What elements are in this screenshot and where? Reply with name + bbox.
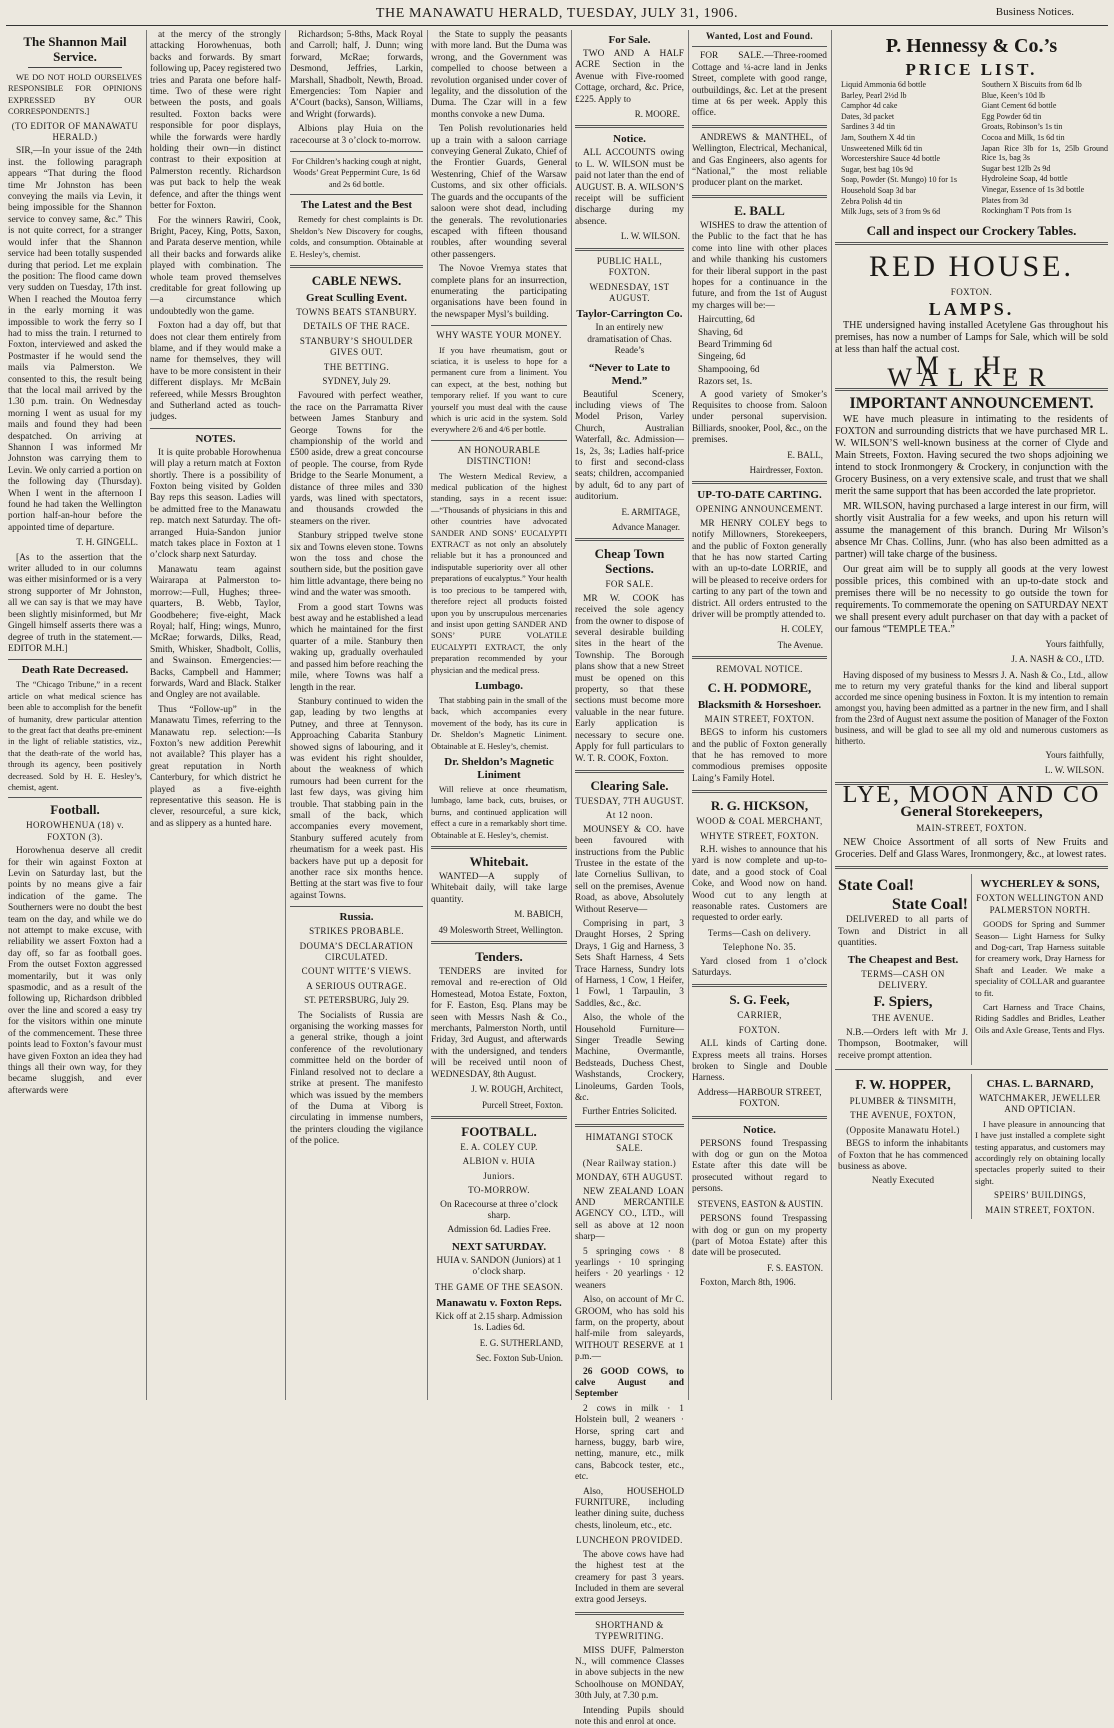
important-heading: IMPORTANT ANNOUNCEMENT. <box>849 394 1094 412</box>
hickson-yard: Yard closed from 1 o’clock Saturdays. <box>692 956 827 978</box>
hall-body: In an entirely new dramatisation of Chas. Reade’s <box>587 323 672 357</box>
notes-body: Thus “Follow-up” in the Manawatu Times, referring to the Manawatu rep. selection:—Is Foxton’s new addition Perewhit not available? This player has a great reputation in North Canterbury, for which district he played as a five-eighth representative this season. He is clever, resourceful, a sure kick, and as slippery as a hunted hare. <box>150 704 281 829</box>
price-item: Household Soap 3d bar <box>841 185 916 195</box>
notes-cont: Albions play Huia on the racecourse at 3 o’clock to-morrow. <box>290 124 423 146</box>
sculling-dateline: SYDNEY, July 29. <box>322 375 391 386</box>
clearing-sale-body: Also, the whole of the Household Furniture—Singer Treadle Sewing Machine, Overmantle, Bedsteads, Duchess Chest, Washstands, Crockery, Linoleums, Garden Tools, &c. <box>575 1013 684 1104</box>
wanted-heading: Wanted, Lost and Found. <box>706 31 813 41</box>
column-3 <box>290 30 423 1400</box>
carting-sub: OPENING ANNOUNCEMENT. <box>695 504 824 515</box>
feek-body: ALL kinds of Carting done. Express meets all trains. Horses broken to Single and Double Harness. <box>692 1039 827 1084</box>
carting-signature: H. COLEY, <box>780 624 823 635</box>
column-2 <box>150 30 281 1400</box>
price-list-heading: PRICE LIST. <box>905 60 1038 79</box>
andrews-body: ANDREWS & MANTHEL, of Wellington, Electrical, Mechanical, and Gas Engineers, also agents for “National,” the most reliable producer plant on the market. <box>692 132 827 189</box>
football-score: HOROWHENUA (18) v. FOXTON (3). <box>26 820 124 842</box>
price-item: Worcestershire Sauce 4d bottle <box>841 154 941 164</box>
himatangi-sub: (Near Railway station.) <box>582 1157 677 1168</box>
podmore-heading: C. H. PODMORE, <box>707 679 812 695</box>
shorthand-body: MISS DUFF, Palmerston N., will commence Classes in above subjects in the new Schoolhouse on MONDAY, 30th July, at 7.30 p.m. <box>575 1645 684 1702</box>
hopper-ad <box>835 1074 971 1219</box>
clearing-sale-items: Comprising in part, 3 Draught Horses, 2 Spring Drays, 1 Gig and Harness, 3 Sets Shaft Harness, 4 Sets Trace Harness, Sundry lots of Harness, 1 Cow, 1 Heifer, 1 Fowl, 1 Tarpaulin, 3 Saddles, &c., &c. <box>575 918 684 1009</box>
barnard-street: MAIN STREET, FOXTON. <box>985 1204 1095 1215</box>
price-item: Rockingham T Pots from 1s <box>981 206 1072 216</box>
masthead <box>0 0 1114 26</box>
price-item: Sardines 3 4d tin <box>841 122 895 132</box>
tomorrow-label: TO-MORROW. <box>468 1185 530 1196</box>
for-sale-body: TWO AND A HALF ACRE Section in the Avenue with Five-roomed Cottage, orchard, &c. Price, £225. Apply to <box>575 49 684 105</box>
lumbago-heading: Lumbago. <box>475 679 523 692</box>
for-sale-heading: For Sale. <box>608 34 651 46</box>
sculling-heading: Great Sculling Event. <box>306 291 407 304</box>
price-item: Singeing, 6d <box>698 352 746 363</box>
cheapest-best: The Cheapest and Best. <box>847 953 959 966</box>
luncheon-provided: LUNCHEON PROVIDED. <box>576 1535 683 1546</box>
lye-moon-heading: LYE, MOON AND CO <box>842 781 1101 808</box>
carting-address: The Avenue. <box>777 639 823 650</box>
death-rate-body: The “Chicago Tribune,” in a recent article on what medical science has been able to accomplish for the benefit of humanity, drew particular attention to the great fact that deaths pre-eminent in the light of reliable statistics, viz., that the death-rate of the world has, through its agency, been positively decreased. Sold by H. E. Hesley’s, chemist, agent. <box>8 680 142 792</box>
hopper-address: THE AVENUE, FOXTON, <box>850 1110 956 1121</box>
podmore-trade: Blacksmith & Horseshoer. <box>697 698 822 711</box>
cheap-sections-heading: Cheap Town Sections. <box>594 546 665 577</box>
notice-signature: L. W. WILSON. <box>620 231 680 242</box>
price-list-left <box>835 80 968 218</box>
game-of-season: THE GAME OF THE SEASON. <box>434 1281 564 1292</box>
russia-subhead: COUNT WITTE’S VIEWS. <box>301 966 412 977</box>
price-item: Sugar best 12lb 2s 9d <box>981 163 1051 173</box>
red-house-heading: RED HOUSE. <box>868 249 1074 283</box>
play-title: “Never to Late to Mend.” <box>588 361 671 387</box>
hall-signature: E. ARMITAGE, <box>621 506 680 517</box>
coley-cup: E. A. COLEY CUP. <box>460 1141 538 1152</box>
sculling-subhead: TOWNS BEATS STANBURY. <box>296 306 417 317</box>
column-rule <box>688 30 689 1400</box>
clearing-sale-body: MOUNSEY & CO. have been favoured with instructions from the Public Trustee in the estate of the late Cornelius Sullivan, to sell on the premises, Avenue Road, as above, Absolutely Without Reserve— <box>575 824 684 915</box>
latest-best-body: Remedy for chest complaints is Dr. Sheldon’s New Discovery for coughs, colds, and consumption. Obtainable at E. Hesley’s, chemist. <box>290 215 423 259</box>
reps-secretary: Sec. Foxton Sub-Union. <box>475 1353 563 1364</box>
column-rule <box>831 30 832 1400</box>
notice-heading: Notice. <box>613 133 646 146</box>
price-item: Sugar, best bag 10s 9d <box>841 164 913 174</box>
coal-terms: TERMS—CASH ON DELIVERY. <box>861 968 945 990</box>
russia-dateline: ST. PETERSBURG, July 29. <box>304 995 409 1006</box>
latest-best-heading: The Latest and the Best <box>300 199 413 212</box>
lye-moon-body: NEW Choice Assortment of all sorts of New Fruits and Groceries. Delf and Glass Wares, Ironmongery, &c., at lowest rates. <box>835 837 1108 861</box>
honourable-body: The Western Medical Review, a medical publication of the highest standing, says in a recent issue:—“Thousands of physicians in this and other countries have advocated SANDER AND SONS’ EUCALYPTI EXTRACT as not only an absolutely reliable but it has a pronounced and indisputable superiority over all other preparations of eucalyptus.” Your health is too precious to be tampered with, therefore reject all products foisted upon you by unscrupulous mercenaries and insist upon getting SANDER AND SONS’ PURE VOLATILE EUCALYPTI EXTRACT, the only preparation recommended by your physician and the medical press. <box>431 471 567 675</box>
magnetic-body: Will relieve at once rheumatism, lumbago, lame back, cuts, bruises, or burns, and continued application will effect a cure in a remarkably short time. Obtainable at E. Hesley’s, chemist. <box>431 784 567 840</box>
himatangi-items: 5 springing cows · 8 yearlings · 10 springing heifers · 20 yearlings · 12 weaners <box>575 1246 684 1291</box>
whitebait-body: WANTED—A supply of Whitebait daily, will take large quantity. <box>431 872 567 905</box>
price-item: Beard Trimming 6d <box>698 339 772 350</box>
wilson-closing: Yours faithfully, <box>1045 749 1104 760</box>
hickson-address: WHYTE STREET, FOXTON. <box>700 830 819 841</box>
hickson-body: R.H. wishes to announce that his yard is now complete and up-to-date, and a good stock of Coal Coke, and Wood now on hand. Wood cut to any length at reasonable rates. Customers are requested to order early. <box>692 844 827 924</box>
wycherley-places: FOXTON WELLINGTON AND PALMERSTON NORTH. <box>976 893 1104 915</box>
hickson-telephone: Telephone No. 35. <box>722 942 797 953</box>
price-item: Soap, Powder (St. Mungo) 10 for 1s <box>841 175 957 185</box>
sculling-body: From a good start Towns was best away and he established a lead which he maintained for the first quarter of a mile. Stanbury then waking up, gradually overhauled and passed him before reaching the mile, where Towns was half a length in the rear. <box>290 602 423 693</box>
spiers-address: THE AVENUE. <box>872 1013 934 1024</box>
ball-signature: E. BALL, <box>787 449 823 460</box>
death-rate-heading: Death Rate Decreased. <box>21 664 129 677</box>
sculling-subhead: THE BETTING. <box>323 361 390 372</box>
lye-moon-address: MAIN-STREET, FOXTON. <box>916 822 1027 833</box>
shannon-letter: SIR,—In your issue of the 24th inst. the following paragraph appears “That during the flood time Mr Johnston has been conveying the mails via Levin, it being impossible for the Shannon service to convey same, &c.” This is not quite correct, for a stranger would infer that the Shannon service had been totally suspended during that period. Let me explain the position: The flood came down very sudden on Tuesday, 17th inst. When I reached the Moutoa ferry in the early morning it was impossible to work the ferry so I had to miss the train. I returned to Foxton, interviewed and asked the Postmaster if he would send the mails via Palmerston. We consented to this, the result being that the local mail arrived by the 1.30 p.m. train. On Wednesday morning I went as usual for my mails and found they had been despatched. On arriving at Shannon I was informed Mr Johnston was carrying them to Levin. We only carried a portion on the following day (Thursday). When I went in the afternoon I found he had taken the Wellington portion half-an-hour before the appointed time of departure. <box>8 146 142 533</box>
cheap-sections-sub: FOR SALE. <box>605 579 654 590</box>
important-body: MR. WILSON, having purchased a large interest in our firm, will shortly visit Australia for a few weeks, and upon his return will assume the management of this branch. During Mr Wilson’s absence Mr Chas. Collins, Junr. (who has also been admitted as a partner) will take charge of the business. <box>835 500 1108 560</box>
shannon-to-editor: (TO EDITOR OF MANAWATU HERALD.) <box>11 120 139 143</box>
cheap-sections-body: MR W. COOK has received the sole agency from the owner to dispose of several desirable building sites in the heart of the Township. The Borough plans show that a new Street must be opened on this property, so that these sections must become more valuable in the near future. Early application is necessary to secure one. Apply for full particulars to W. T. R. COOK, Foxton. <box>575 593 684 764</box>
price-item: Plates from 3d <box>981 195 1029 205</box>
ball-trade: Hairdresser, Foxton. <box>749 465 823 475</box>
albion-huia: ALBION v. HUIA <box>462 1156 536 1167</box>
price-item: Haircutting, 6d <box>698 315 755 326</box>
notes-heading: NOTES. <box>195 432 236 445</box>
ball-body: A good variety of Smoker’s Requisites to choose from. Saloon under personal supervision. Billiards, snooker, Pool, &c., on the premises. <box>692 389 827 446</box>
russia-body-cont: the State to supply the peasants with more land. But the Duma was wrong, and the Government was compelled to choose between a revolution organised under cover of legality, and the dissolution of the Duma. The Czar will in a few months convoke a new Duma. <box>431 30 567 120</box>
business-notices-label: Business Notices. <box>995 6 1074 18</box>
hall-body: Beautiful Scenery, including views of The Model Prison, Varley Church, Australian Waterfall, &c. Admission—1s, 2s, 3s; Ladies half-price to first and second-class seats; children, accompanied by adult, 6d to any part of auditorium. <box>575 389 684 503</box>
whitebait-signature: M. BABICH, <box>514 909 563 920</box>
reps-heading: Manawatu v. Foxton Reps. <box>436 1296 562 1309</box>
notice2-body: PERSONS found Trespassing with dog or gun on the Motoa Estate after this date will be prosecuted without regard to persons. <box>692 1138 827 1195</box>
price-item: Barley, Pearl 2½d lb <box>841 90 907 100</box>
column-rule <box>146 30 147 1400</box>
tenders-body: TENDERS are invited for removal and re-erection of Old Homestead, Motoa Estate, Foxton, for F. Easton, Esq. Plans may be seen with Messrs Nash & Co., merchants, Palmerston North, until Friday, 3rd August, and afterwards with the undersigned, and tenders will be received until noon of WEDNESDAY, 8th August. <box>431 967 567 1080</box>
hopper-heading: F. W. HOPPER, <box>855 1078 951 1094</box>
russia-subhead: A SERIOUS OUTRAGE. <box>306 980 407 991</box>
column-5 <box>575 30 684 1727</box>
state-coal-heading-2: State Coal! <box>892 896 968 914</box>
price-item: Liquid Ammonia 6d bottle <box>841 80 927 89</box>
barnard-building: SPEIRS’ BUILDINGS, <box>993 1190 1087 1201</box>
football-ad-heading: FOOTBALL. <box>461 1123 537 1139</box>
price-item: Hydroleine Soap, 4d bottle <box>981 174 1068 184</box>
price-item: Groats, Robinson’s 1s tin <box>981 122 1063 132</box>
hopper-body: BEGS to inform the inhabitants of Foxton that he has commenced business as above. <box>838 1139 968 1173</box>
juniors-label: Juniors. <box>483 1170 515 1181</box>
wilson-signature: L. W. WILSON. <box>1044 765 1104 776</box>
barnard-heading: CHAS. L. BARNARD, <box>986 1078 1094 1091</box>
tenders-signature: J. W. ROUGH, Architect, <box>471 1084 563 1095</box>
public-hall-heading: PUBLIC HALL, FOXTON. <box>596 255 663 278</box>
feek-heading: S. G. Feek, <box>729 992 790 1008</box>
notes-body: It is quite probable Horowhenua will play a return match at Foxton shortly. There is a possibility of Foxton being visited by Golden Bay reps this season. Ladies will be admitted free to the Manawatu rep. match next Saturday. The oft-arranged Huia-Sandon junior match takes place in Foxton at 1 o’clock sharp next Saturday. <box>150 447 281 561</box>
price-list-right <box>976 80 1109 218</box>
carting-body: MR HENRY COLEY begs to notify Millowners, Storekeepers, and the public of Foxton generally that he has now started Carting with an up-to-date LORRIE, and will be pleased to receive orders for carting to any part of the town and district. All orders entrusted to the driver will be promptly attended to. <box>692 518 827 621</box>
lamps-body: THE undersigned having installed Acetylene Gas throughout his premises, has now a number of Lamps for Sale, which will be sold at less than half the actual cost. <box>835 320 1108 356</box>
wycherley-ad <box>971 874 1108 1065</box>
football-report: Horowhenua deserve all credit for their win against Foxton at Levin on Saturday last, but the points by no means give a fair indication of the game. The Southerners were no doubt the best team on the day, and while we do not attempt to make excuse, with reliability we assert Foxton had a day off, so far as football goes. From the outset Foxton aggressed momentarily, but it was only spasmodic, and as a result of the following up, Richardson dribbled over the line and scored a easy try for the visitors within one minute of the commencement. These three points lead to Foxton’s favour must have given Foxton an idea they had things all their own way, for they became sluggish, and ever afterwards were <box>8 846 142 1096</box>
state-coal-ad <box>835 874 971 1065</box>
column-rule <box>571 30 572 1400</box>
russia-subhead: STRIKES PROBABLE. <box>309 926 404 937</box>
price-item: Blue, Keen’s 10d lb <box>981 90 1046 100</box>
ball-body: WISHES to draw the attention of the Public to the fact that he has come into line with other places and while thanking his customers for their liberal support in the past hopes for a continuance in the future, and from the 1st of August my charges will be:— <box>692 220 827 311</box>
column-7 <box>835 30 1108 1400</box>
barnard-ad <box>971 1074 1108 1219</box>
lye-moon-trade: General Storekeepers, <box>900 803 1043 820</box>
hickson-trade: WOOD & COAL MERCHANT, <box>696 816 823 827</box>
wycherley-body: GOODS for Spring and Summer Season— Light Harness for Sulky and Dog-cart, Trap Harness suitable for creamery work, Dray Harness for Shaft and Leader. We make a speciality of COLLAR and guarantee to fit. <box>975 919 1105 998</box>
reps-signature: E. G. SUTHERLAND, <box>479 1337 563 1348</box>
magnetic-heading: Dr. Sheldon’s Magnetic Liniment <box>444 755 554 781</box>
price-item: Vinegar, Essence of 1s 3d bottle <box>981 184 1085 194</box>
price-item: Dates, 3d packet <box>841 111 895 121</box>
notice2-heading: Notice. <box>743 1123 776 1136</box>
feek-street: Address—HARBOUR STREET, FOXTON. <box>697 1087 822 1110</box>
newspaper-title: THE MANAWATU HERALD, TUESDAY, JULY 31, 1906. <box>375 6 739 21</box>
wycherley-body: Cart Harness and Trace Chains, Riding Saddles and Bridles, Leather Oils and Axle Grease, Tents and Flys. <box>975 1002 1105 1035</box>
podmore-address: MAIN STREET, FOXTON. <box>704 713 815 724</box>
clearing-sale-heading: Clearing Sale. <box>590 777 669 793</box>
football-report-cont: For the winners Rawiri, Cook, Bright, Pacey, King, Potts, Saxon, and Parata deserve mention, while all their backs and forwards alike played with combination. The whole team proved themselves creditable for great following up—a circumstance which undoubtedly won the game. <box>150 215 281 317</box>
next-saturday-heading: NEXT SATURDAY. <box>451 1240 547 1253</box>
lumbago-body: That stabbing pain in the small of the back, which accompanies every movement of the body, has its cure in Dr. Sheldon’s Magnetic Liniment. Obtainable at E. Hesley’s, chemist. <box>431 695 567 751</box>
further-entries: Further Entries Solicited. <box>582 1107 677 1118</box>
price-item: Milk Jugs, sets of 3 from 9s 6d <box>841 207 941 217</box>
ball-price-list <box>692 315 827 388</box>
wycherley-heading: WYCHERLEY & SONS, <box>980 878 1100 891</box>
column-6 <box>692 30 827 1400</box>
sculling-body: Stanbury continued to widen the gap, leading by two lengths at Putney, and three at Tennyson. Approaching Cabarita Stanbury showed signs of labouring, and it was evident his right shoulder, about the weakness of which rumours had been current for the last few days, was giving him trouble. That stabbing pain in the small of the back, which accompanies every movement, Stanbury suffered acutely from rheumatism for a week past. His backers have put up a deposit for another race six months hence. Betting at the start was five to four against Towns. <box>290 696 423 901</box>
sculling-body: Favoured with perfect weather, the race on the Parramatta River between James Stanbury and George Towns for the championship of the world and £500 aside, drew a great concourse of people. The course, from Ryde Bridge to the Searle Monument, a distance of three miles and 330 yards, was lined with spectators, and thousands crowded the steamers on the river. <box>290 391 423 527</box>
huia-sandon: HUIA v. SANDON (Juniors) at 1 o’clock sharp. <box>436 1255 562 1278</box>
football-report-cont: Foxton had a day off, but that does not clear them entirely from blame, and if they would make a name for themselves, they will have to be more consistent in their different displays. Mr McBain refereed, while Messrs Broughton and Sutherland acted as touch-judges. <box>150 321 281 423</box>
hennessy-heading: P. Hennessy & Co.’s <box>885 35 1058 57</box>
notes-cont: Richardson; 5-8ths, Mack Royal and Carroll; half, J. Dunn; wing forward, McRae; forwards, Desmond, Jeffries, Larkin, Marshall, Shadbolt, Newth, Broad. Emergencies: Tom Napier and A’Court (backs), Sanson, Williams, and Wright (forwards). <box>290 30 423 120</box>
for-sale-signature: R. MOORE. <box>634 109 680 120</box>
hall-manager: Advance Manager. <box>612 522 680 532</box>
column-rule <box>427 30 428 1400</box>
shannon-mail-heading: The Shannon Mail Service. <box>23 34 127 64</box>
russia-body: The Socialists of Russia are organising the working masses for a general strike, though a joint conference of the revolutionary committee held on the border of Finland resolved not to declare a strike at present. The manifesto which was issued by the members of the Duma at Viborg is circulating in immense numbers, the printers clouding the vigilance of the police. <box>290 1010 423 1147</box>
tenders-address: Purcell Street, Foxton. <box>482 1099 563 1110</box>
price-item: Camphor 4d cake <box>841 101 898 111</box>
himatangi-body: The above cows have had the highest test at the creamery for past 3 years. Included in them are several extra good Jerseys. <box>575 1549 684 1606</box>
price-item: Southern X Biscuits from 6d lb <box>981 80 1082 89</box>
column-4 <box>431 30 567 1400</box>
masthead-rule <box>6 25 1108 26</box>
red-house-town: FOXTON. <box>950 286 993 297</box>
peppermint-ad: For Children’s hacking cough at night, Woods’ Great Peppermint Cure, 1s 6d and 2s 6d bottle. <box>291 157 422 189</box>
waste-money-body: If you have rheumatism, gout or sciatica, it is useless to hope for a permanent cure from a liniment. You can expect, at the best, nothing but temporary relief. If you want to cure yourself you must deal with the cause which is uric acid in the system. Sold everywhere 2/6 and 4/6 per bottle. <box>431 345 567 435</box>
himatangi-items: 2 cows in milk · 1 Holstein bull, 2 weaners · Horse, spring cart and harness, buggy, barb wire, netting, manure, etc., milk cans, Babcock tester, etc., etc. <box>575 1403 684 1483</box>
column-rule <box>285 30 286 1400</box>
cable-news-heading: CABLE NEWS. <box>311 272 402 288</box>
wilson-body: Having disposed of my business to Messrs J. A. Nash & Co., Ltd., allow me to return my very grateful thanks for the kind and liberal support accorded me since opening business in Foxton. It is my intention to remain amongst you, having been admitted as a partner in the new firm, and I shall from the 23rd of August next assume the position of Manager of the Foxton business, and will be glad to see all my old and numerous customers as hitherto. <box>835 669 1108 746</box>
taylor-carrington: Taylor-Carrington Co. <box>576 308 683 321</box>
notice2-signature: F. S. EASTON. <box>767 1262 823 1273</box>
important-body: WE have much pleasure in intimating to the residents of FOXTON and surrounding districts that we have purchased MR L. W. WILSON’S well-known business at the corner of Clyde and Main Streets, Foxton. Having secured the two shops adjoining we intend to stock Ironmongery & Crockery, in conjunction with the Grocery Business, on a very extensive scale, and trust that we shall merit the same support that has been accorded the late proprietor. <box>835 413 1108 497</box>
shorthand-footer: Intending Pupils should note this and enrol at once. <box>575 1705 684 1727</box>
editor-note: [As to the assertion that the writer alluded to in our columns was either misinformed or is a very strong supporter of Mr Johnston, all we can say is that we may have been slightly misinformed, but Mr Gingell himself asserts there was a degree of truth in the statement.—EDITOR M.H.] <box>8 552 142 654</box>
himatangi-body: Also, on account of Mr C. GROOM, who has sold his farm, on the property, about half-mile from saleyards, WITHOUT RESERVE at 1 p.m.— <box>575 1295 684 1363</box>
state-coal-heading: State Coal! <box>838 877 914 895</box>
notice2-date: Foxton, March 8th, 1906. <box>700 1278 796 1289</box>
price-item: Cocoa and Milk, 1s 6d tin <box>981 132 1065 142</box>
price-item: Jam, Southern X 4d tin <box>841 132 915 142</box>
russia-body-cont: The Novoe Vremya states that complete plans for an insurrection, enumerating the participating organisations have been found in the newspaper Mysl’s building. <box>431 264 567 320</box>
whitebait-heading: Whitebait. <box>469 854 529 869</box>
barnard-body: I have pleasure in announcing that I have just installed a complete sight testing apparatus, and customers may accordingly rely on obtaining locally spectacles properly suited to their sight. <box>975 1118 1105 1186</box>
football-heading: Football. <box>50 802 100 818</box>
russia-body-cont: Ten Polish revolutionaries held up a train with a saloon carriage conveying General Zukato, Chief of the Frontier Guards, General Westenring, Chief of the Warsaw Customs, and six other officials. The guards and the occupants of the saloon were shot dead, including the generals. The revolutionaries escaped with fifteen thousand roubles, after wounding several other passengers. <box>431 124 567 260</box>
hickson-heading: R. G. HICKSON, <box>710 798 809 814</box>
himatangi-body: NEW ZEALAND LOAN AND MERCANTILE AGENCY CO., LTD., will sell as above at 12 noon sharp— <box>575 1186 684 1243</box>
shannon-disclaimer: WE DO NOT HOLD OURSELVES RESPONSIBLE FOR OPINIONS EXPRESSED BY OUR CORRESPONDENTS.] <box>8 73 142 117</box>
removal-notice: REMOVAL NOTICE. <box>716 664 803 675</box>
price-item: Japan Rice 3lb for 1s, 25lb Ground Rice 1s, bag 3s <box>981 143 1108 163</box>
tenders-heading: Tenders. <box>475 949 523 965</box>
himatangi-date: MONDAY, 6TH AUGUST. <box>576 1172 683 1183</box>
whitebait-address: 49 Molesworth Street, Wellington. <box>438 924 563 935</box>
shannon-signature: T. H. GINGELL. <box>76 537 138 548</box>
ball-heading: E. BALL <box>734 202 785 218</box>
price-item: Zebra Polish 4d tin <box>841 196 903 206</box>
bottom-ads-row <box>835 874 1108 1065</box>
waste-money-heading: WHY WASTE YOUR MONEY. <box>436 330 562 341</box>
honourable-heading: AN HONOURABLE DISTINCTION! <box>457 444 541 467</box>
hopper-footer: Neatly Executed <box>871 1176 935 1187</box>
sculling-body: Stanbury stripped twelve stone six and Towns eleven stone. Towns won the toss and chose the southern side, but the position gave him little advantage, there being no wind and the water was smooth. <box>290 531 423 599</box>
sculling-subhead: DETAILS OF THE RACE. <box>303 321 410 332</box>
notice2-body: PERSONS found Trespassing with dog or gun on my property (part of Motoa Estate) after this date will be prosecuted. <box>692 1214 827 1259</box>
state-coal-body: DELIVERED to all parts of Town and District in all quantities. <box>838 915 968 949</box>
price-item: Shaving, 6d <box>698 327 743 338</box>
column-1 <box>8 30 142 1400</box>
russia-heading: Russia. <box>339 911 374 924</box>
price-item: Shampooing, 6d <box>698 364 760 375</box>
public-hall-date: WEDNESDAY, 1ST AUGUST. <box>589 281 670 303</box>
clearing-sale-time: At 12 noon. <box>605 810 654 821</box>
bottom-ads-row-2 <box>835 1074 1108 1219</box>
crockery-call: Call and inspect our Crockery Tables. <box>866 222 1077 238</box>
himatangi-cows: 26 GOOD COWS, to calve August and September <box>575 1366 684 1400</box>
football-venue: On Racecourse at three o’clock sharp. <box>440 1199 558 1221</box>
hickson-terms: Terms—Cash on delivery. <box>707 927 812 938</box>
price-list <box>835 80 1108 218</box>
podmore-body: BEGS to inform his customers and the public of Foxton generally that he has removed to more commodious premises opposite Laing’s Family Hotel. <box>692 728 827 784</box>
hopper-trade: PLUMBER & TINSMITH, <box>849 1096 957 1107</box>
football-admission: Admission 6d. Ladies Free. <box>447 1225 551 1236</box>
notice-body: ALL ACCOUNTS owing to L. W. WILSON must be paid not later than the end of AUGUST. B. A. WILSON’S receipt will be sufficient discharge during my absence. <box>575 148 684 227</box>
football-report-cont: at the mercy of the strongly attacking Horowhenuas, both backs and forwards. By smart following up, Pacey registered two tries and Parata one before half-time. Two of these were right between the posts, and goals resulted. Foxton backs were responsible for poor displays, while the forwards were hardly holding their own—in distinct contrast to their exposition at Palmerston recently. Richardson was put back to help the weak defence, and after the things went better for Foxton. <box>150 30 281 212</box>
hopper-address-2: (Opposite Manawatu Hotel.) <box>846 1124 960 1135</box>
shorthand-heading: SHORTHAND & TYPEWRITING. <box>595 1619 664 1642</box>
himatangi-heading: HIMATANGI STOCK SALE. <box>585 1131 674 1154</box>
spiers-body: N.B.—Orders left with Mr J. Thompson, Bootmaker, will receive prompt attention. <box>838 1027 968 1061</box>
notice2-signature: STEVENS, EASTON & AUSTIN. <box>697 1198 823 1209</box>
important-signature: J. A. NASH & CO., LTD. <box>1011 654 1104 665</box>
spiers-heading: F. Spiers, <box>873 994 933 1011</box>
price-item: Giant Cement 6d bottle <box>981 101 1057 111</box>
sculling-subhead: STANBURY’S SHOULDER GIVES OUT. <box>299 335 414 358</box>
carting-heading: UP-TO-DATE CARTING. <box>697 489 822 502</box>
important-closing: Yours faithfully, <box>1045 638 1104 649</box>
wanted-body: FOR SALE.—Three-roomed Cottage and ¼-acre land in Jenks Street, complete with good range, outbuildings, &c. Let at the present time at 6s per week. Apply this office. <box>692 51 827 119</box>
reps-body: Kick off at 2.15 sharp. Admission 1s. Ladies 6d. <box>435 1311 563 1334</box>
important-body: Our great aim will be to supply all goods at the very lowest possible prices, this combined with an up-to-date stock and premises there will be no necessity to go outside the town for requirements. To commemorate the opening on SATURDAY NEXT we shall present every adult purchaser on that day with a packet of our famous “TEMPLE TEA.” <box>835 563 1108 635</box>
clearing-sale-date: TUESDAY, 7TH AUGUST. <box>575 795 684 806</box>
russia-subhead: DOUMA’S DECLARATION CIRCULATED. <box>299 940 414 963</box>
price-item: Egg Powder 6d tin <box>981 111 1042 121</box>
barnard-trade: WATCHMAKER, JEWELLER AND OPTICIAN. <box>979 1093 1101 1115</box>
price-item: Unsweetened Milk 6d tin <box>841 143 923 153</box>
feek-address: FOXTON. <box>738 1024 781 1035</box>
feek-trade: CARRIER, <box>737 1010 782 1021</box>
lamps-heading: LAMPS. <box>928 299 1015 320</box>
walker-heading: M. H. WALKER <box>887 351 1056 392</box>
price-item: Razors set, 1s. <box>698 377 753 388</box>
notes-body: Manawatu team against Wairarapa at Palmerston to-morrow:—Full, Hughes; three-quarters, B. Webb, Taylor, Goodbehere; five-eight, Mack Royal; half, Hing; wings, Munro, McRae; forwards, Dilks, Read, Smith, Whisker, Shadbolt, Collis, and Swainson. Emergencies:—Backs, Campbell and Hammer; forwards, Ward and Black. Stalker and Ongley are not available. <box>150 564 281 701</box>
himatangi-body: Also, HOUSEHOLD FURNITURE, including leather dining suite, duchess chests, linoleum, etc., etc. <box>575 1486 684 1531</box>
